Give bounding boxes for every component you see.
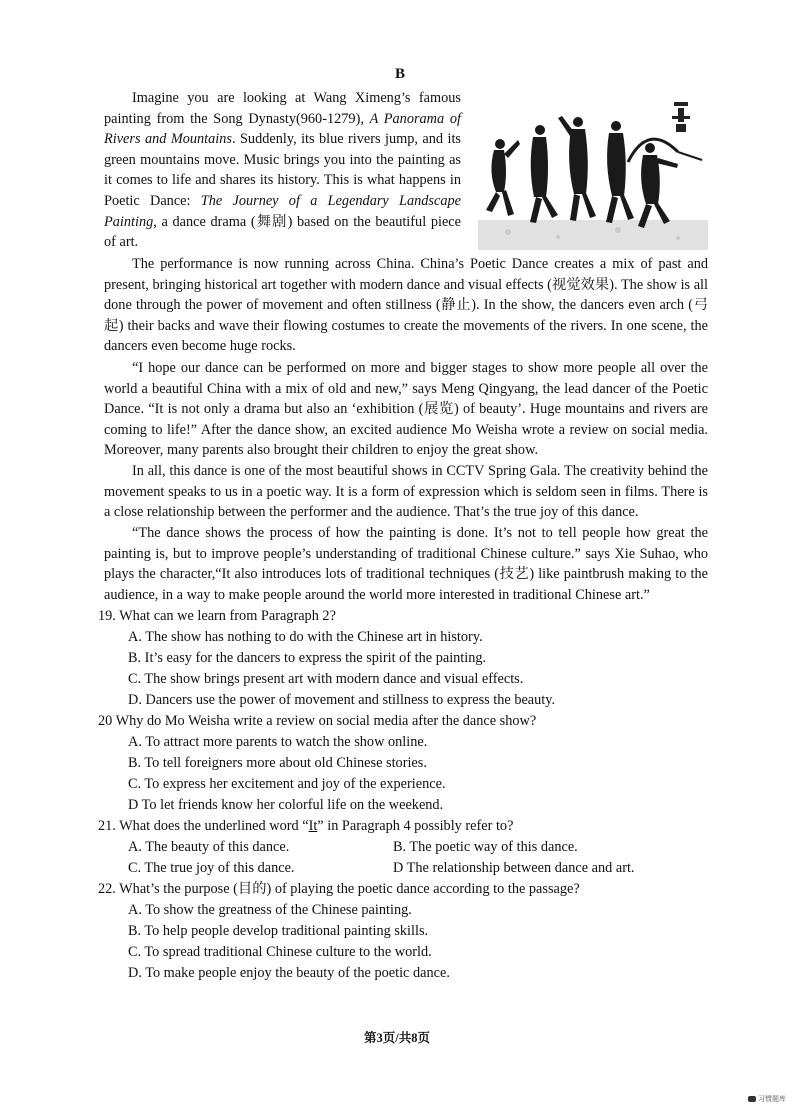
question-21-stem xyxy=(98,816,718,837)
question-20 xyxy=(98,711,718,816)
question-19 xyxy=(98,606,718,711)
question-19-stem: 19. What can we learn from Paragraph 2? xyxy=(98,608,336,624)
question-21-row-2 xyxy=(128,858,718,879)
question-21-option-d[interactable]: D The relationship between dance and art. xyxy=(393,860,635,876)
paragraph-2: The performance is now running across China. China’s Poetic Dance creates a mix of past and present, bringing historical art together with modern dance and visual effects (视觉效果). The show is all done through the power of movement and often stillness (静止). In the show, the dancers even arch (弓起) their backs and wave their flowing costumes to create the movements of the rivers. In one scene, the dancers even become huge rocks. xyxy=(104,256,708,355)
question-22 xyxy=(98,879,718,984)
p1-text-a: Imagine you are looking at Wang Ximeng’s famous painting from the Song Dynasty(960-1279), xyxy=(104,90,461,127)
question-19-option-a[interactable]: A. The show has nothing to do with the Chinese art in history. xyxy=(128,629,483,645)
question-21-option-a[interactable]: A. The beauty of this dance. xyxy=(128,839,290,855)
watermark-logo-icon xyxy=(748,1096,756,1102)
paragraph-5: “The dance shows the process of how the painting is done. It’s not to tell people how great the painting is, but to improve people’s understanding of traditional Chinese culture.” says Xie Suhao, who plays the character,“It also introduces lots of traditional techniques (技艺) like paintbrush making to the audience, in a way to make people around the world more interested in traditional Chinese art.” xyxy=(104,525,708,603)
paragraph-3: “I hope our dance can be performed on more and bigger stages to show more people all over the world a beautiful China with a mix of old and new,” says Meng Qingyang, the lead dancer of the Poetic Dance. “It is not only a drama but also an ‘exhibition (展览) of beauty’. Huge mountains and rivers are coming to life!” After the dance show, an excited audience Mo Weisha wrote a review on social media. Moreover, many parents also brought their children to enjoy the great show. xyxy=(104,360,708,459)
question-22-option-a[interactable]: A. To show the greatness of the Chinese painting. xyxy=(128,902,412,918)
painting-title: A Panorama of Rivers and Mountains xyxy=(104,110,461,148)
question-19-option-d[interactable]: D. Dancers use the power of movement and stillness to express the beauty. xyxy=(128,692,556,708)
question-21-stem-b: ” in Paragraph 4 possibly refer to? xyxy=(317,818,514,834)
question-19-option-b[interactable]: B. It’s easy for the dancers to express the spirit of the painting. xyxy=(128,650,487,666)
p1-text-c: , a dance drama (舞剧) based on the beautiful piece of art. xyxy=(104,213,461,251)
dancers-illustration xyxy=(478,92,708,250)
question-21-option-c[interactable]: C. The true joy of this dance. xyxy=(128,860,295,876)
page-number: 第3页/共8页 xyxy=(364,1031,430,1045)
question-20-option-c[interactable]: C. To express her excitement and joy of the experience. xyxy=(128,776,446,792)
paragraph-1 xyxy=(104,88,461,253)
watermark xyxy=(748,1094,786,1104)
drama-title: The Journey of a Legendary Landscape Painting xyxy=(104,192,461,230)
question-20-option-d[interactable]: D To let friends know her colorful life on the weekend. xyxy=(128,797,444,813)
watermark-text: 习惯题库 xyxy=(758,1095,786,1103)
question-22-option-d[interactable]: D. To make people enjoy the beauty of the poetic dance. xyxy=(128,965,450,981)
p1-text-b: . Suddenly, its blue rivers jump, and its green mountains move. Music brings you into the painting as it comes to life and shares its history. This is what happens in Poetic Dance: xyxy=(104,131,461,209)
question-19-option-c[interactable]: C. The show brings present art with modern dance and visual effects. xyxy=(128,671,524,687)
question-20-stem: 20 Why do Mo Weisha write a review on social media after the dance show? xyxy=(98,713,537,729)
question-21-row-1 xyxy=(128,837,718,858)
section-letter: B xyxy=(394,66,405,82)
question-20-option-b[interactable]: B. To tell foreigners more about old Chinese stories. xyxy=(128,755,427,771)
question-21-stem-a: 21. What does the underlined word “ xyxy=(98,818,309,834)
question-20-option-a[interactable]: A. To attract more parents to watch the show online. xyxy=(128,734,428,750)
question-21-option-b[interactable]: B. The poetic way of this dance. xyxy=(393,839,578,855)
question-22-stem: 22. What’s the purpose (目的) of playing the poetic dance according to the passage? xyxy=(98,881,580,897)
question-22-option-c[interactable]: C. To spread traditional Chinese culture to the world. xyxy=(128,944,432,960)
question-22-option-b[interactable]: B. To help people develop traditional painting skills. xyxy=(128,923,429,939)
question-21 xyxy=(98,816,718,879)
underlined-word: It xyxy=(308,818,318,834)
question-list xyxy=(98,606,718,984)
paragraph-4: In all, this dance is one of the most beautiful shows in CCTV Spring Gala. The creativity behind the movement speaks to us in a poetic way. It is a form of expression which is seldom seen in films. There is a close relationship between the performer and the audience. That’s the true joy of this dance. xyxy=(104,463,708,521)
